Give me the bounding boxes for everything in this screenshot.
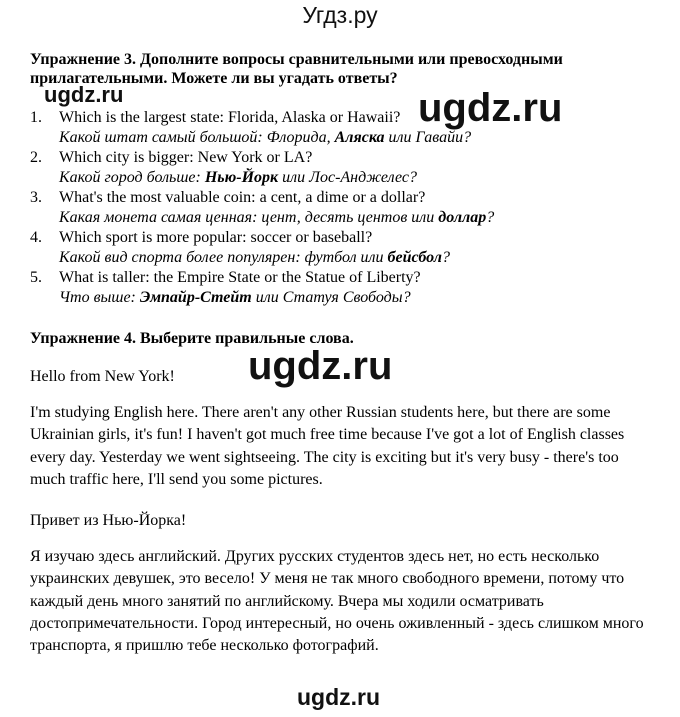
answer-highlight: Эмпайр-Стейт xyxy=(139,289,252,306)
item-number: 4. xyxy=(30,229,42,246)
item-question: Which city is bigger: New York or LA? xyxy=(59,149,313,166)
item-number: 1. xyxy=(30,109,42,126)
exercise-3-list xyxy=(22,108,642,308)
exercise-item xyxy=(22,268,642,308)
exercise-item xyxy=(22,108,642,148)
greeting-english: Hello from New York! xyxy=(30,368,175,385)
answer-highlight: Нью-Йорк xyxy=(204,169,279,186)
item-question: Which is the largest state: Florida, Alaska or Hawaii? xyxy=(59,109,401,126)
watermark-large-top: ugdz.ru xyxy=(418,86,563,130)
exercise-item xyxy=(22,148,642,188)
item-answer: Что выше: Эмпайр-Стейт или Статуя Свободы? xyxy=(59,289,411,306)
exercise-item xyxy=(22,228,642,268)
item-number: 3. xyxy=(30,189,42,206)
letter-russian: Я изучаю здесь английский. Других русских студентов здесь нет, но есть несколько украинских девушек, это весело! У меня не так много свободного времени, потому что каждый день много занятий по английскому. Вчера мы ходили осматривать достопримечательности. Город интересный, но очень оживленный - здесь слишком много транспорта, я пришлю тебе несколько фотографий. xyxy=(30,548,644,655)
exercise-item xyxy=(22,188,642,228)
answer-highlight: доллар xyxy=(438,209,487,226)
item-answer: Какая монета самая ценная: цент, десять центов или доллар? xyxy=(59,209,495,226)
watermark-small: ugdz.ru xyxy=(44,82,124,107)
letter-english: I'm studying English here. There aren't any other Russian students here, but there are some Ukrainian girls, it's fun! I haven't got much free time because I've got a lot of English classes every day. Yesterday we went sightseeing. The city is exciting but it's very busy - there's too much traffic here, I'll send you some pictures. xyxy=(30,404,625,488)
item-number: 2. xyxy=(30,149,42,166)
item-answer: Какой штат самый большой: Флорида, Аляска или Гавайи? xyxy=(59,129,472,146)
greeting-russian: Привет из Нью-Йорка! xyxy=(30,512,187,529)
answer-highlight: бейсбол xyxy=(387,249,442,266)
exercise-3-heading: Упражнение 3. Дополните вопросы сравнительными или превосходными прилагательными. Можете ли вы угадать ответы? xyxy=(30,51,563,87)
item-answer: Какой город больше: Нью-Йорк или Лос-Анджелес? xyxy=(59,169,417,186)
item-number: 5. xyxy=(30,269,42,286)
item-answer: Какой вид спорта более популярен: футбол или бейсбол? xyxy=(59,249,450,266)
watermark-large-middle: ugdz.ru xyxy=(248,344,393,388)
item-question: What is taller: the Empire State or the Statue of Liberty? xyxy=(59,269,421,286)
item-question: Which sport is more popular: soccer or baseball? xyxy=(59,229,373,246)
watermark-bottom: ugdz.ru xyxy=(297,684,381,710)
answer-highlight: Аляска xyxy=(334,129,385,146)
item-question: What's the most valuable coin: a cent, a dime or a dollar? xyxy=(59,189,426,206)
exercise-4-heading: Упражнение 4. Выберите правильные слова. xyxy=(30,330,354,347)
site-title: Угдз.ру xyxy=(302,2,378,28)
